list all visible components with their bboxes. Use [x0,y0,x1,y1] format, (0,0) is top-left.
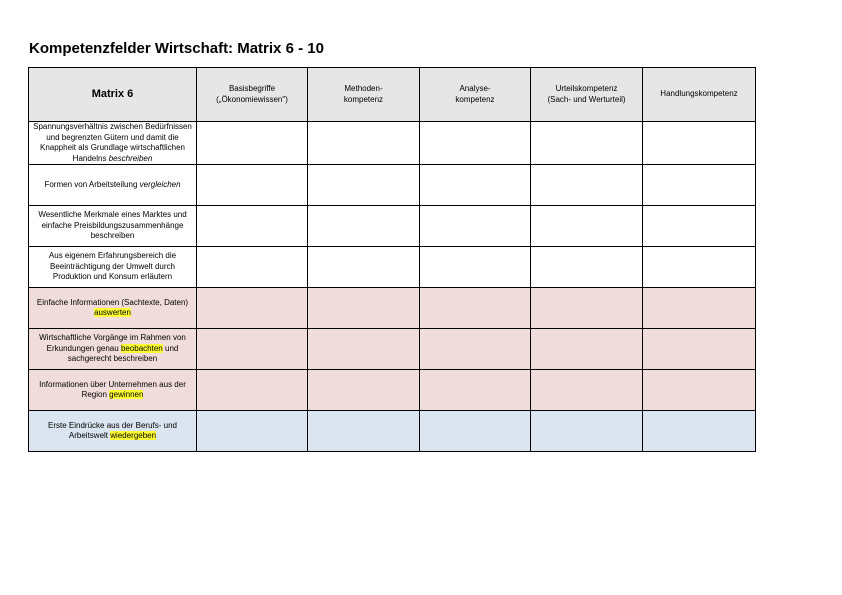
row-text: Einfache Informationen (Sachtexte, Daten) [36,297,189,307]
competency-matrix-table [28,67,756,452]
cell[interactable] [643,411,756,452]
cell[interactable] [531,288,643,329]
cell[interactable] [420,370,531,411]
row-highlight: wiedergeben [110,431,157,440]
cell[interactable] [197,247,308,288]
row-label [29,329,197,370]
row-text: Informationen über Unternehmen aus der Region [39,379,186,399]
cell[interactable] [420,329,531,370]
row-text: Erste Eindrücke aus der Berufs- und Arbeitswelt [48,420,177,440]
cell[interactable] [643,122,756,165]
cell[interactable] [420,247,531,288]
row-text: Aus eigenem Erfahrungsbereich die Beeinträchtigung der Umwelt durch Produktion und Konsum erläutern [48,251,177,282]
cell[interactable] [308,370,420,411]
cell[interactable] [308,165,420,206]
cell[interactable] [643,329,756,370]
table-row [29,329,756,370]
page-title: Kompetenzfelder Wirtschaft: Matrix 6 - 10 [29,40,324,57]
row-text: Formen von Arbeitsteilung [44,179,138,189]
column-header-line1: Urteilskompetenz [555,84,618,93]
column-header-line2: kompetenz [343,94,384,104]
column-header-line1: Analyse- [459,84,491,93]
table-row [29,122,756,165]
column-header-handlungskompetenz [643,68,756,122]
cell[interactable] [197,122,308,165]
cell[interactable] [643,206,756,247]
cell[interactable] [531,165,643,206]
cell[interactable] [643,247,756,288]
cell[interactable] [308,247,420,288]
table-row [29,206,756,247]
cell[interactable] [643,370,756,411]
row-label [29,247,197,288]
cell[interactable] [531,247,643,288]
table-row [29,411,756,452]
row-text: Wirtschaftliche Vorgänge im Rahmen von Erkundungen genau [39,333,186,353]
cell[interactable] [420,122,531,165]
table-row [29,370,756,411]
cell[interactable] [643,165,756,206]
column-header-line1: Basisbegriffe [228,84,276,93]
cell[interactable] [531,122,643,165]
cell[interactable] [420,165,531,206]
column-header-line1: Methoden- [344,84,383,93]
cell[interactable] [308,411,420,452]
header-row [29,68,756,122]
cell[interactable] [531,206,643,247]
row-emphasis: beschreiben [108,153,153,163]
cell[interactable] [420,411,531,452]
row-label [29,122,197,165]
cell[interactable] [308,206,420,247]
cell[interactable] [197,329,308,370]
table-row [29,165,756,206]
column-header-line1: Handlungskompetenz [660,89,738,99]
row-label [29,165,197,206]
cell[interactable] [420,288,531,329]
row-text: Spannungsverhältnis zwischen Bedürfnissen und begrenzten Gütern und damit die Knappheit als Grundlage wirtschaftlichen Handelns [33,122,192,163]
cell[interactable] [197,165,308,206]
row-label [29,206,197,247]
cell[interactable] [197,288,308,329]
cell[interactable] [197,370,308,411]
cell[interactable] [308,288,420,329]
cell[interactable] [308,122,420,165]
column-header-basisbegriffe [197,68,308,122]
cell[interactable] [531,370,643,411]
cell[interactable] [643,288,756,329]
column-header-line2: („Ökonomiewissen") [216,94,288,104]
cell[interactable] [197,206,308,247]
row-emphasis: vergleichen [139,179,181,189]
column-header-line2: kompetenz [455,94,495,104]
row-text-post: und sachgerecht beschreiben [67,343,179,364]
cell[interactable] [531,329,643,370]
column-header-analysekompetenz [420,68,531,122]
row-highlight: gewinnen [109,390,144,399]
table-row [29,288,756,329]
matrix-label: Matrix 6 [29,68,197,122]
cell[interactable] [531,411,643,452]
cell[interactable] [197,411,308,452]
table-row [29,247,756,288]
cell[interactable] [420,206,531,247]
row-label [29,370,197,411]
column-header-line2: (Sach- und Werturteil) [547,94,626,104]
row-highlight: beobachten [120,343,163,353]
column-header-methodenkompetenz [308,68,420,122]
cell[interactable] [308,329,420,370]
row-label [29,288,197,329]
row-highlight: auswerten [94,308,131,317]
column-header-urteilskompetenz [531,68,643,122]
row-label [29,411,197,452]
row-text: Wesentliche Merkmale eines Marktes und einfache Preisbildungszusammenhänge beschreiben [38,210,187,241]
